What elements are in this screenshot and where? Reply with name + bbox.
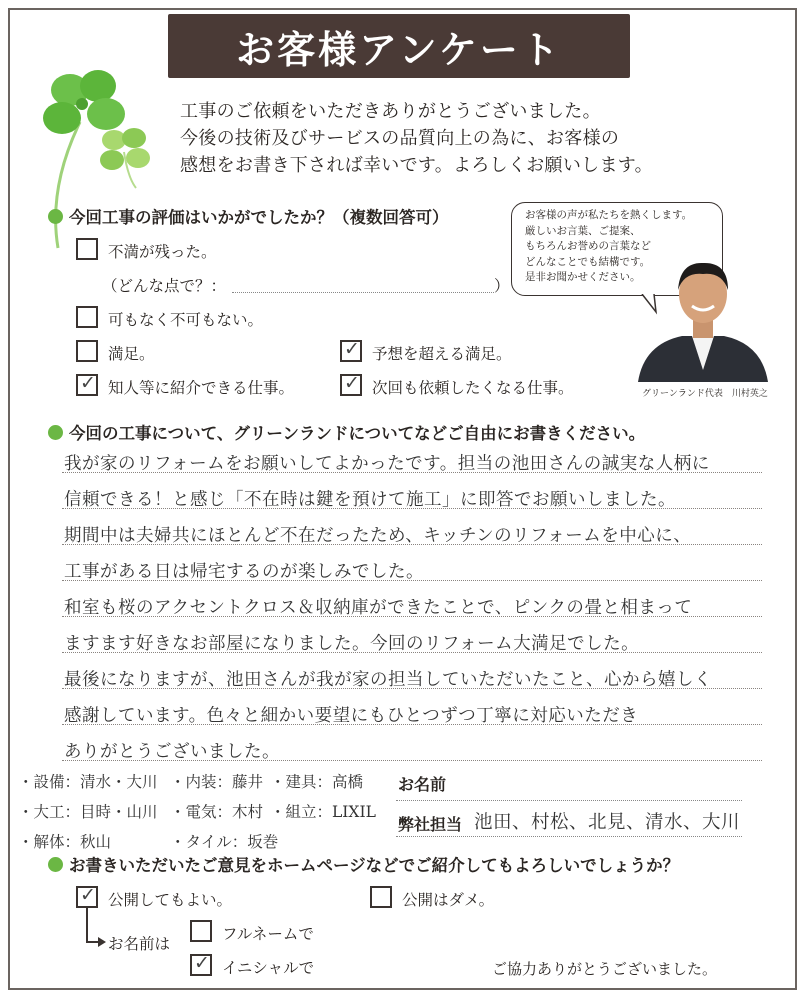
option-initials: イニシャルで [222,959,315,977]
checkbox-full-name[interactable] [190,920,212,942]
name-prefix: 弊社担当 [398,815,463,834]
q2-heading [48,420,645,444]
checkbox-recommendable[interactable] [76,374,98,396]
bubble-line: 是非お聞かせください。 [525,271,641,283]
option-publish-no: 公開はダメ。 [402,891,495,909]
intro-line: 工事のご依頼をいただきありがとうございました。 [180,101,601,122]
staff-electric: ・電気：木村 [170,803,264,821]
option-request-again: 次回も依頼したくなる仕事。 [372,379,574,397]
checkbox-initials[interactable] [190,954,212,976]
staff-equipment: ・設備：清水・大川 [18,773,158,791]
clover-small-icon [100,128,150,188]
intro-line: 感想をお書き下されば幸いです。よろしくお願いします。 [180,155,653,176]
q1-heading-text: 今回工事の評価はいかがでしたか？（複数回答可） [69,208,449,227]
thanks-message: ご協力ありがとうございました。 [492,960,718,978]
checkbox-publish-no[interactable] [370,886,392,908]
name-value[interactable]: 池田、村松、北見、清水、大川 [474,812,741,833]
green-bullet-icon [48,857,63,872]
comment-line: 和室も桜のアクセントクロス＆収納庫ができたことで、ピンクの畳と相まって [64,598,693,618]
checkbox-publish-ok[interactable] [76,886,98,908]
option-dissatisfied: 不満が残った。 [108,243,217,261]
green-bullet-icon [48,425,63,440]
checkmark-icon: ✓ [344,338,360,360]
bubble-line: お客様の声が私たちを熱くします。 [525,209,693,221]
option-beyond-expectations: 予想を超える満足。 [372,345,512,363]
staff-tile: ・タイル：坂巻 [170,833,279,851]
comment-line: 感謝しています。色々と細かい要望にもひとつずつ丁寧に対応いただき [64,706,639,726]
president-caption: グリーンランド代表 川村英之 [642,389,768,399]
checkbox-beyond-expectations[interactable] [340,340,362,362]
comment-line: 工事がある日は帰宅するのが楽しみでした。 [64,562,424,582]
staff-interior: ・内装：藤井 [170,773,264,791]
comment-line: ありがとうございました。 [64,742,280,762]
page-title: お客様アンケート [168,14,630,78]
q2-heading-text: 今回の工事について、グリーンランドについてなどご自由にお書きください。 [69,424,646,443]
q1-heading [48,204,449,228]
checkbox-neutral[interactable] [76,306,98,328]
staff-assembly: ・組立：LIXIL [270,803,376,821]
bubble-line: どんなことでも結構です。 [525,255,651,268]
staff-demolition: ・解体：秋山 [18,833,112,851]
option-neutral: 可もなく不可もない。 [108,311,264,329]
checkbox-satisfied[interactable] [76,340,98,362]
bubble-line: 厳しいお言葉、ご提案、 [525,224,641,237]
staff-carpenter: ・大工：目時・山川 [18,803,158,821]
checkmark-icon: ✓ [80,372,96,394]
name-format-label: お名前は [108,935,171,953]
detail-prompt: （どんな点で？： [102,277,227,295]
arrow-connector-icon [84,908,110,948]
q3-heading [48,852,679,876]
checkbox-request-again[interactable] [340,374,362,396]
q3-heading-text: お書きいただいたご意見をホームページなどでご紹介してもよろしいでしょうか？ [69,856,680,875]
detail-close: ） [494,277,510,295]
intro-text [180,98,653,179]
option-satisfied: 満足。 [108,345,155,363]
checkmark-icon: ✓ [194,952,210,974]
staff-fittings: ・建具：高橋 [270,773,364,791]
comment-line: ますます好きなお部屋になりました。今回のリフォーム大満足でした。 [64,634,640,654]
checkmark-icon: ✓ [80,884,96,906]
detail-answer-line[interactable] [232,292,494,293]
comment-line: 期間中は夫婦共にほとんど不在だったため、キッチンのリフォームを中心に、 [64,526,692,546]
president-photo [636,258,770,382]
name-line-top [396,800,742,801]
name-label: お名前 [398,775,447,794]
checkmark-icon: ✓ [344,372,360,394]
name-line-bottom [396,836,742,837]
bubble-line: もちろんお誉めの言葉など [525,240,651,252]
checkbox-dissatisfied[interactable] [76,238,98,260]
clover-illustration [18,58,168,258]
comment-line: 信頼できる！と感じ「不在時は鍵を預けて施工」に即答でお願いしました。 [64,490,676,510]
option-full-name: フルネームで [222,925,314,943]
intro-line: 今後の技術及びサービスの品質向上の為に、お客様の [180,128,620,149]
comment-line: 我が家のリフォームをお願いしてよかったです。担当の池田さんの誠実な人柄に [64,454,710,474]
green-bullet-icon [48,209,63,224]
comment-line: 最後になりますが、池田さんが我が家の担当していただいたこと、心から嬉しく [64,670,712,690]
option-recommendable: 知人等に紹介できる仕事。 [108,379,295,397]
option-publish-ok: 公開してもよい。 [108,891,233,909]
